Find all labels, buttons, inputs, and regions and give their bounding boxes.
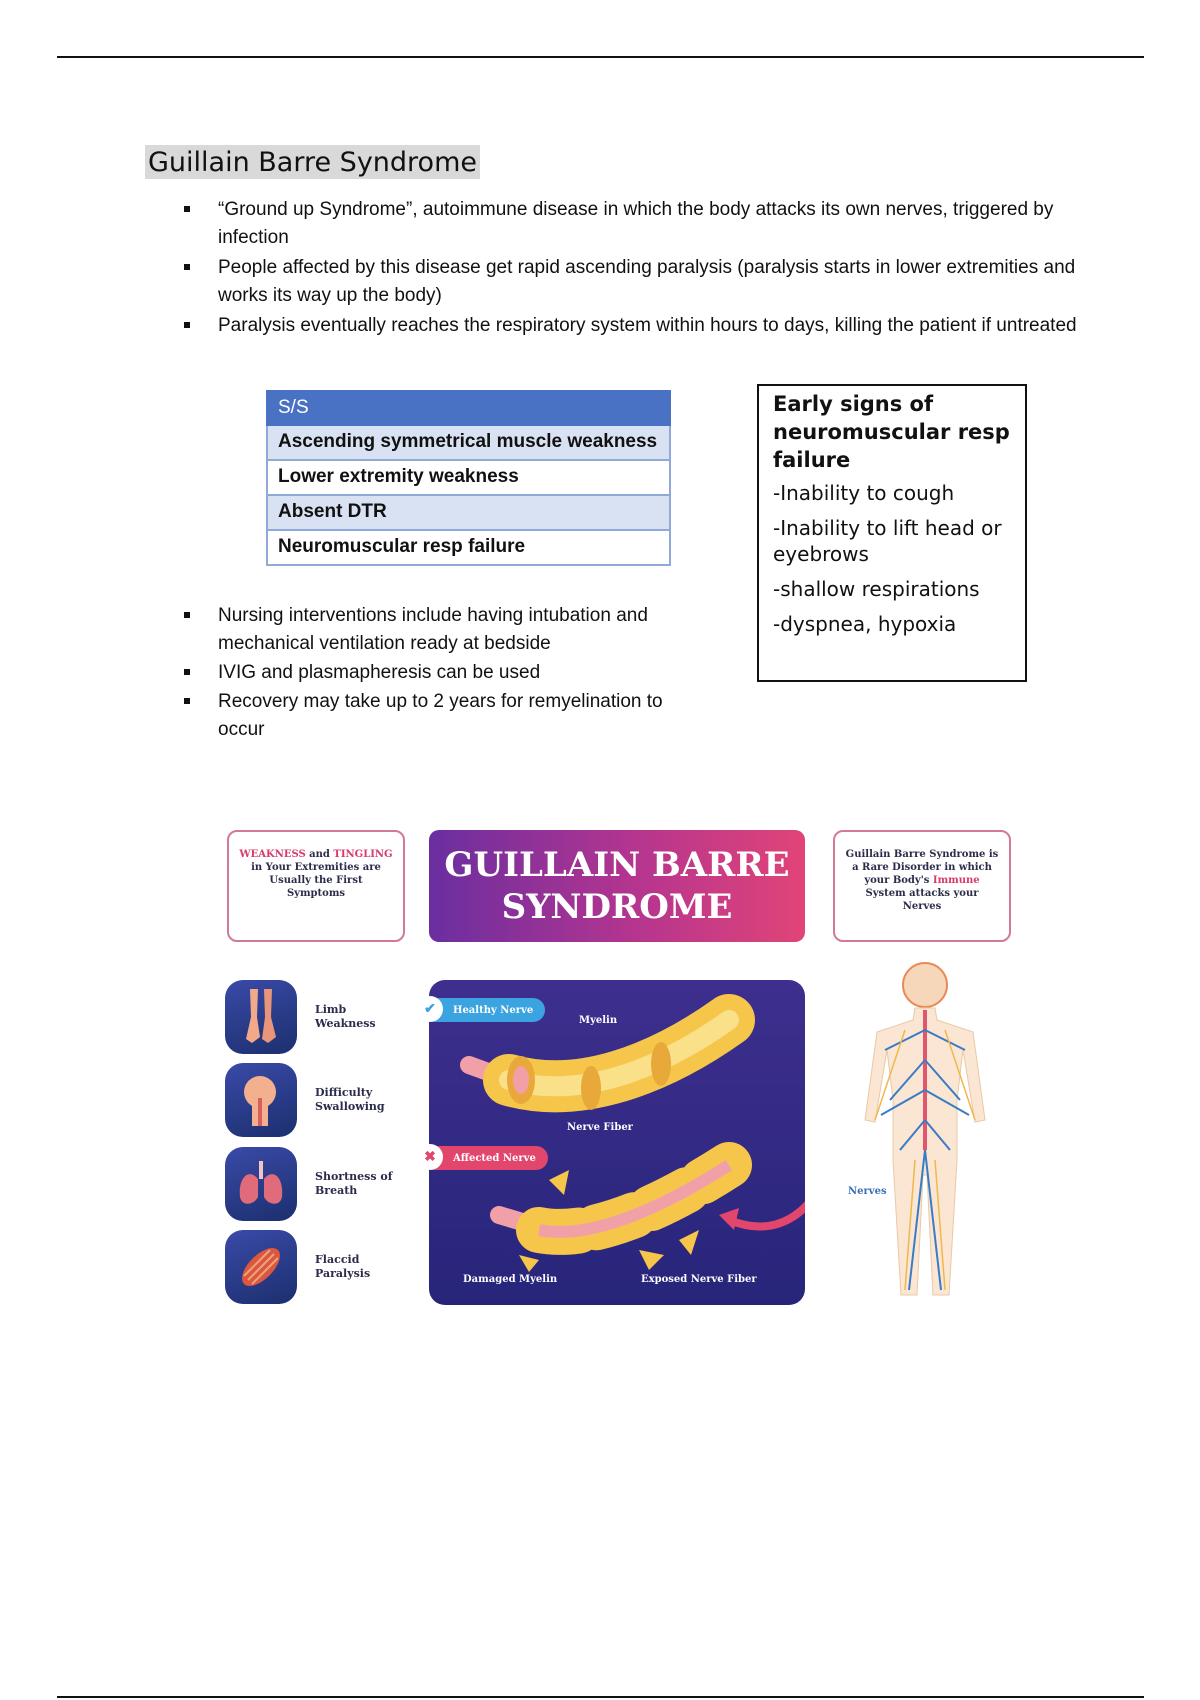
bullet-item: IVIG and plasmapheresis can be used xyxy=(184,659,704,687)
nerve-illustration xyxy=(429,980,805,1305)
table-cell: Neuromuscular resp failure xyxy=(267,530,670,565)
check-icon: ✔ xyxy=(417,996,443,1022)
callout-highlight: Immune xyxy=(932,875,980,886)
callout-highlight: WEAKNESS xyxy=(239,849,306,860)
bullet-item: Paralysis eventually reaches the respiratory system within hours to days, killing the patient if untreated xyxy=(184,312,1104,340)
callout-text: and xyxy=(305,849,334,860)
symptom-limb-weakness xyxy=(225,980,405,1054)
symptom-flaccid-paralysis xyxy=(225,1230,405,1304)
early-signs-box xyxy=(757,384,1027,682)
callout-highlight: TINGLING xyxy=(333,849,393,860)
table-cell: Lower extremity weakness xyxy=(267,460,670,495)
first-symptoms-callout xyxy=(227,830,405,942)
symptom-label: Shortness of Breath xyxy=(315,1170,393,1197)
muscle-icon xyxy=(225,1230,297,1304)
healthy-nerve-tag xyxy=(423,998,545,1022)
gbs-infographic xyxy=(215,820,1015,1310)
symptom-label: Difficulty Swallowing xyxy=(315,1086,385,1113)
symptom-label: Flaccid Paralysis xyxy=(315,1253,371,1280)
top-rule xyxy=(57,56,1144,58)
bullet-item: “Ground up Syndrome”, autoimmune disease in which the body attacks its own nerves, triggered by infection xyxy=(184,196,1104,252)
table-cell: Absent DTR xyxy=(267,495,670,530)
nerve-fiber-label: Nerve Fiber xyxy=(567,1122,633,1133)
callout-text: Guillain Barre Syndrome is a Rare Disorder in which your Body's xyxy=(845,849,999,886)
bullet-item: Nursing interventions include having intubation and mechanical ventilation ready at bedside xyxy=(184,602,704,658)
early-signs-title: Early signs of neuromuscular resp failure xyxy=(773,392,1010,472)
nerves-label: Nerves xyxy=(848,1186,887,1197)
x-mark-icon: ✖ xyxy=(417,1144,443,1170)
bullet-item: People affected by this disease get rapid ascending paralysis (paralysis starts in lower extremities and works its way up the body) xyxy=(184,254,1104,310)
intro-bullet-list xyxy=(184,196,1104,342)
exposed-fiber-label: Exposed Nerve Fiber xyxy=(641,1274,757,1285)
damaged-myelin-label: Damaged Myelin xyxy=(463,1274,558,1285)
bullet-item: Recovery may take up to 2 years for remyelination to occur xyxy=(184,688,704,744)
symptom-difficulty-swallowing xyxy=(225,1063,405,1137)
definition-callout xyxy=(833,830,1011,942)
nerve-comparison-panel xyxy=(424,980,805,1305)
early-sign-item: -shallow respirations xyxy=(773,577,980,601)
affected-nerve-tag xyxy=(423,1146,548,1170)
tag-label: Healthy Nerve xyxy=(453,1004,534,1016)
page-title: Guillain Barre Syndrome xyxy=(145,145,480,179)
early-sign-item: -Inability to lift head or eyebrows xyxy=(773,516,1002,566)
lungs-icon xyxy=(225,1147,297,1221)
signs-symptoms-table xyxy=(266,390,671,566)
myelin-label: Myelin xyxy=(579,1015,618,1026)
bottom-rule xyxy=(57,1696,1144,1698)
head-throat-icon xyxy=(225,1063,297,1137)
table-cell: Ascending symmetrical muscle weakness xyxy=(267,425,670,460)
intervention-bullet-list xyxy=(184,602,704,744)
legs-icon xyxy=(225,980,297,1054)
early-sign-item: -dyspnea, hypoxia xyxy=(773,612,957,636)
early-sign-item: -Inability to cough xyxy=(773,481,955,505)
table-header: S/S xyxy=(267,391,670,425)
callout-text: System attacks your Nerves xyxy=(865,888,979,912)
symptom-label: Limb Weakness xyxy=(315,1003,376,1030)
tag-label: Affected Nerve xyxy=(453,1152,536,1164)
callout-text: in Your Extremities are Usually the First Symptoms xyxy=(251,862,381,899)
symptom-shortness-of-breath xyxy=(225,1147,405,1221)
nervous-system-figure xyxy=(845,950,1005,1305)
infographic-banner: GUILLAIN BARRE SYNDROME xyxy=(429,830,805,942)
